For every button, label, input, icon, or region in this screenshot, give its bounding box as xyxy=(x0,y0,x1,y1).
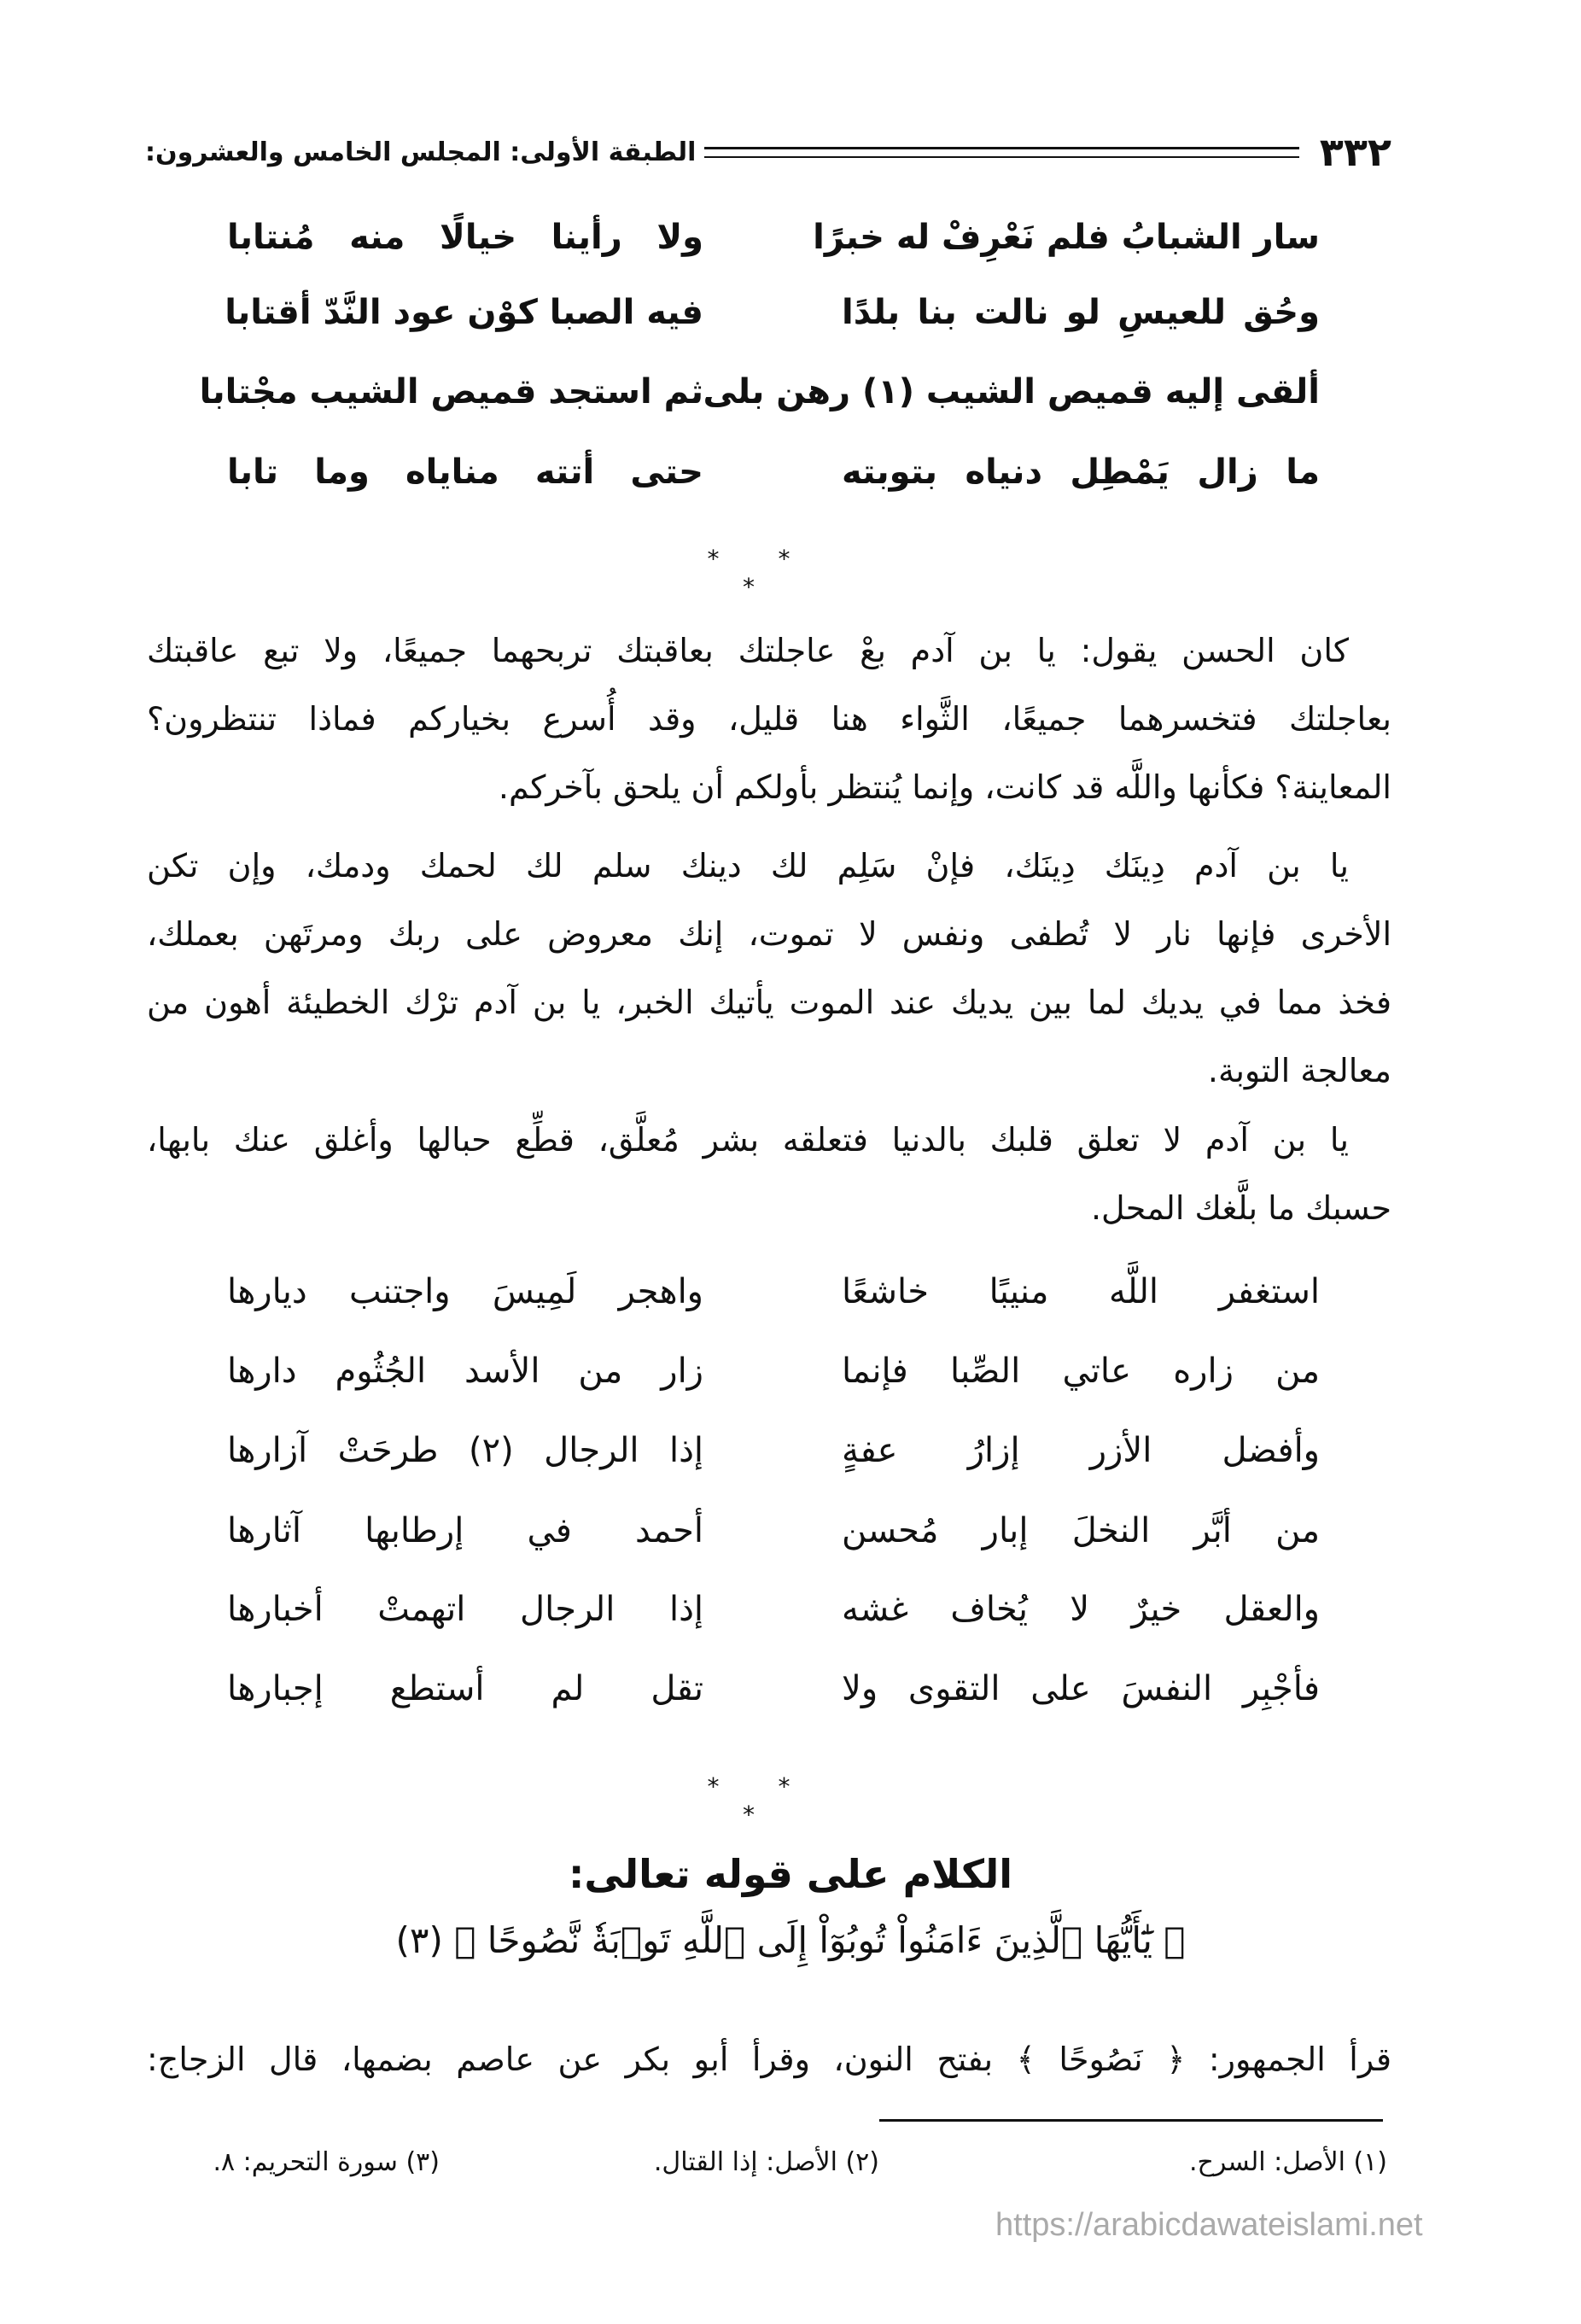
verse-left: تقل لم أستطع إجبارها xyxy=(227,1669,703,1708)
footnote-1: (١) الأصل: السرح. xyxy=(1188,2147,1387,2177)
verse-right: وأفضل الأزر إزارُ عفةٍ xyxy=(842,1431,1320,1470)
section-text: قرأ الجمهور: ﴿ نَصُوحًا ﴾ بفتح النون، وقرأ أبو بكر عن عاصم بضمها، قال الزجاج: xyxy=(147,2041,1391,2078)
section-heading: الكلام على قوله تعالى: xyxy=(568,1851,1013,1897)
text-line: فخذ مما في يديك لما بين يديك عند الموت يأتيك الخبر، يا بن آدم ترْك الخطيئة أهون من xyxy=(147,984,1391,1021)
text-line: معالجة التوبة. xyxy=(1207,1052,1391,1089)
verse-left: ثم استجد قميص الشيب مجْتابا xyxy=(199,372,703,412)
watermark-url: https://arabicdawateislami.net xyxy=(995,2207,1423,2243)
text-line: كان الحسن يقول: يا بن آدم بعْ عاجلتك بعاقبتك تربحهما جميعًا، ولا تبع عاقبتك xyxy=(147,632,1349,669)
verse-right: والعقل خيرٌ لا يُخاف غشه xyxy=(842,1590,1320,1629)
verse-right: وحُق للعيسِ لو نالت بنا بلدًا xyxy=(842,293,1320,332)
header-title: الطبقة الأولى: المجلس الخامس والعشرون: xyxy=(145,137,697,167)
verse-left: زار من الأسد الجُثُوم دارها xyxy=(227,1352,703,1391)
verse-left: إذا الرجال اتهمتْ أخبارها xyxy=(227,1590,703,1629)
verse-left: واهجر لَمِيسَ واجتنب ديارها xyxy=(227,1272,703,1311)
verse-left: أحمد في إرطابها آثارها xyxy=(227,1511,703,1550)
verse-right: فأجْبِر النفسَ على التقوى ولا xyxy=(842,1669,1320,1708)
quran-verse: ﴿ يَٰٓأَيُّهَا ٱلَّذِينَ ءَامَنُواْ تُوبُوٓاْ إِلَى ٱللَّهِ تَوۡبَةٗ نَّصُوحًا ﴾ (٣) xyxy=(395,1919,1186,1961)
running-header xyxy=(145,128,1391,176)
verse-right: من زاره عاتي الصِّبا فإنما xyxy=(842,1352,1320,1391)
text-line: حسبك ما بلَّغك المحل. xyxy=(1090,1189,1391,1227)
footnote-2: (٢) الأصل: إذا القتال. xyxy=(653,2147,879,2177)
text-line: المعاينة؟ فكأنها واللَّه قد كانت، وإنما يُنتظر بأولكم أن يلحق بآخركم. xyxy=(498,768,1391,806)
verse-right: ألقى إليه قميص الشيب (١) رهن بلى xyxy=(703,372,1320,412)
verse-left: حتى أتته مناياه وما تابا xyxy=(227,453,703,492)
page-number: ٣٣٢ xyxy=(1319,129,1391,175)
footnote-3: (٣) سورة التحريم: ٨. xyxy=(213,2147,440,2177)
header-rule xyxy=(704,147,1298,158)
separator-stars: * * * xyxy=(707,545,816,601)
verse-left: فيه الصبا كوْن عود النَّدّ أقتابا xyxy=(225,293,703,332)
separator-stars: * * * xyxy=(707,1772,816,1829)
verse-left: إذا الرجال (٢) طرحَتْ آزارها xyxy=(227,1431,703,1470)
verse-right: من أبَّر النخلَ إبار مُحسن xyxy=(842,1511,1320,1550)
verse-right: استغفر اللَّه منيبًا خاشعًا xyxy=(842,1272,1320,1311)
verse-right: سار الشبابُ فلم نَعْرِفْ له خبرًا xyxy=(813,218,1320,257)
text-line: يا بن آدم لا تعلق قلبك بالدنيا فتعلقه بشر مُعلَّق، قطِّع حبالها وأغلق عنك بابها، xyxy=(147,1121,1349,1159)
footnote-rule xyxy=(879,2119,1383,2122)
verse-right: ما زال يَمْطِل دنياه بتوبته xyxy=(842,453,1320,492)
text-line: يا بن آدم دِينَك دِينَك، فإنْ سَلِم لك دينك سلم لك لحمك ودمك، وإن تكن xyxy=(147,847,1349,885)
text-line: بعاجلتك فتخسرهما جميعًا، الثَّواء هنا قليل، وقد أُسرع بخياركم فماذا تنتظرون؟ xyxy=(147,700,1391,738)
verse-left: ولا رأينا خيالًا منه مُنتابا xyxy=(227,218,703,257)
text-line: الأخرى فإنها نار لا تُطفى ونفس لا تموت، إنك معروض على ربك ومرتَهن بعملك، xyxy=(147,915,1391,953)
